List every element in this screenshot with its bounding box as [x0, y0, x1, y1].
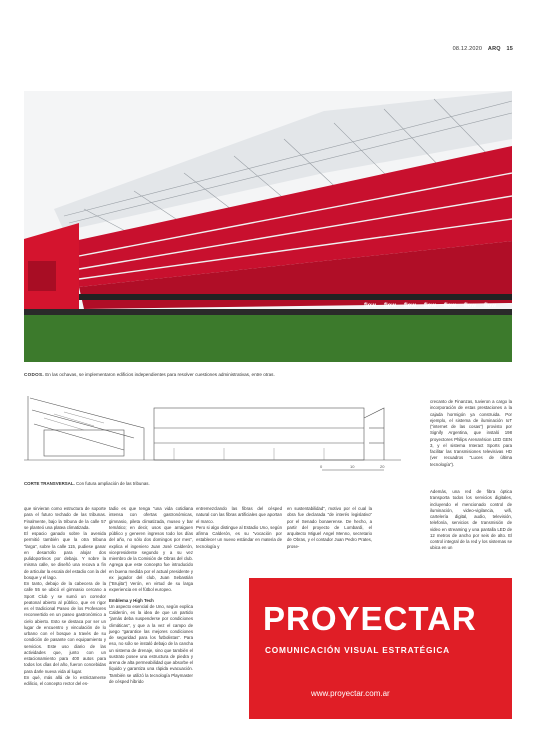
issue-date: 08.12.2020	[452, 46, 483, 52]
subheading: Emblema y High Tech	[109, 597, 154, 603]
caption-text: En las ochavas, se implementaron edificios independientes para resolver cuestiones administrativas, entre otras.	[43, 372, 275, 377]
page-number: 15	[506, 46, 513, 52]
cross-section-drawing	[24, 388, 401, 476]
body-paragraph: tadio es que tenga “una vida cotidiana intensa con ofertas gastronómicas, gimnasio, pileta climatizada, museo y bar temático; en decir, usos que arraiguen público y generen ingresos todo los días del año, no sólo dos domingos por mes”, explica el ingeniero Juan José Calderón, vicepresidente segundo y a su vez miembro de la Comisión de Obras del club. Agrega que este concepto fue introducido en buena medida por el actual presidente y ex jugador del club, Juan Sebastián (“Brujita”) Verón, en virtud de su larga experiencia en el fútbol europeo.	[109, 506, 193, 593]
brand-tagline: COMUNICACIÓN VISUAL ESTRATÉGICA	[265, 645, 450, 655]
proyectar-advertisement[interactable]	[249, 578, 512, 719]
banner-word: flow	[484, 303, 496, 309]
section-name: ARQ	[487, 46, 501, 52]
banner-word: flow	[404, 303, 416, 309]
body-paragraph: entremezclando las fibras del césped natural con las fibras artificiales que aportan el marco. Pero si algo distingue al Estadio Uno, según afirma Calderón, es su “vocación por establecer un nuevo estándar en materia de tecnología y	[196, 506, 282, 549]
body-paragraph: en sustentabilidad”, motivo por el cual la obra fue declarada “de interés legislativo” por el Senado bonaerense. De hecho, a partir del proyecto de Lombardi, el arquitecto Miguel Angel Menno, secretario de Obras, y el contador Juan Pedro Prates, prose-	[287, 506, 372, 549]
body-paragraph: crecanto de Finanzas, tuvieron a cargo la incorporación de estas prestaciones a la cajada hormigón ya construida. Por ejemplo, el sistema de iluminación IoT (“internet de las cosas”) provisto por Signify Argentina, que instaló 198 proyectores Philips ArenaVision LED GEN 3, y el sistema Interact Sports para facilitar las transmisiones televisivas HD (ver recuadros “Luces de última tecnología”).	[430, 399, 512, 467]
banner-word: flow	[464, 303, 476, 309]
caption-label: CODOS.	[24, 372, 44, 377]
right-column-bottom	[430, 489, 512, 552]
body-paragraph: Un aspecto esencial de Uno, según explica Calderón, es la idea de que un partido “jamás deba suspenderse por condiciones climáticas”, y que a la vez el campo de juego “garantice las mejores condiciones de seguridad para los futbolistas”. Para eso, no sólo se instaló debajo de la cancha un sistema de drenaje, sino que también el sustrato posee una estructura de piedra y arena de alta permeabilidad que absorbe el líquido y garantiza una rápida evacuación. También se utilizó la tecnología Playmaster de césped híbrido	[109, 603, 193, 684]
scale-label: 0	[320, 464, 323, 469]
banner-word: flow	[424, 303, 436, 309]
body-paragraph: que sirvieran como estructura de soporte para el futuro techado de las tribunas. Finalmente, bajo la tribuna de la calle 57 se planteó una platea climatizada. El espacio ganado sobre la avenida permitió también que la otra tribuna “larga”, sobre la calle 115, pudiese ganar en desarrollo para alojar dos pulidoportivos por debajo. Y sobre la misma calle, se diseñó una recova a fin de articular la escala del estadio con la del bosque y el lago. En tanto, debajo de la cabecera de la calle 55 se ubicó el gimnasio cercano a Sport Club y se sumó un corredor peatonal abierto al público, que en rigor es el tradicional Paseo de los Profesores reconvertido en un paseo gastronómico a cielo abierto. Esto se destaca por ser un lugar de encuentro y vinculación de lo urbano con el bosque a través de su condición de pasante con equipamiento y servicios. Este uso diario de las actividades que, junto con un estacionamiento para 400 autos para todos los días del año, fueron concebidas para darle nueva vida al lugar. En qué, más allá de lo estrictamente edilicio, el concepto rector del es-	[24, 506, 106, 686]
brand-url-link[interactable]: www.proyectar.com.ar	[311, 689, 390, 698]
body-column-3	[196, 506, 282, 550]
stadium-photo	[24, 91, 512, 362]
diagram-caption-text: Con futura ampliación de las tribunas.	[74, 481, 150, 486]
diagram-caption	[24, 481, 150, 486]
cross-section-svg	[24, 388, 401, 476]
diagram-caption-label: CORTE TRANSVERSAL.	[24, 481, 75, 486]
body-paragraph: Además, una red de fibra óptica transporta todos los servicios digitales, incluyendo el mencionado control de iluminación, video-vigilancia, wifi, cartelería digital, audio, televisión, telefonía, servicios de transmisión de video en streaming y una pantalla LED de 12 metros de ancho por seis de alto. El control integral de la red y los sistemas se ubica en un	[430, 489, 512, 551]
body-column-2	[109, 506, 193, 685]
stadium-illustration	[24, 91, 512, 362]
banner-word: flow	[364, 303, 376, 309]
photo-caption	[24, 372, 275, 377]
body-column-4	[287, 506, 372, 550]
body-column-1	[24, 506, 106, 687]
brand-logo: PROYECTAR	[263, 600, 477, 637]
banner-word: flow	[444, 303, 456, 309]
scale-label: 20	[380, 464, 385, 469]
banner-word: flow	[384, 303, 396, 309]
page-header	[453, 46, 513, 52]
right-column-top	[430, 399, 512, 468]
scale-label: 10	[350, 464, 355, 469]
